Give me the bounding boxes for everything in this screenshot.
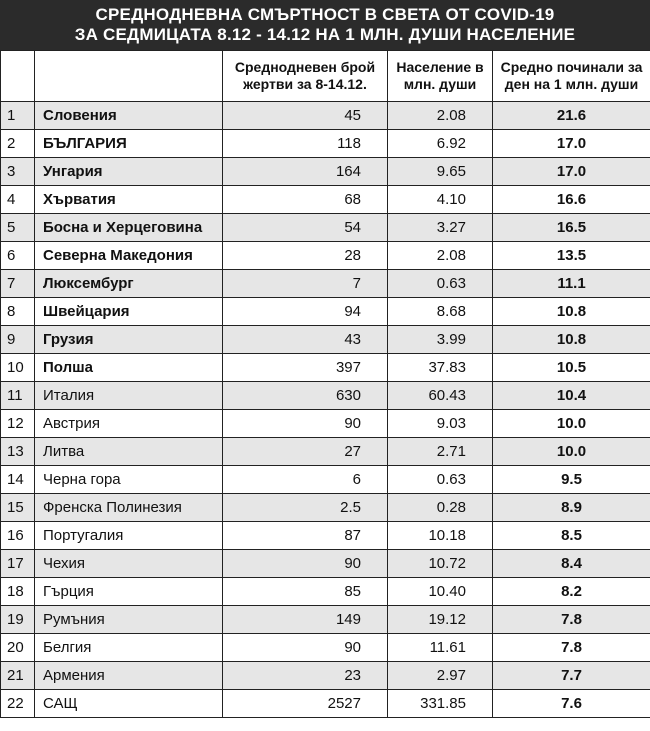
rank-cell: 20 bbox=[1, 634, 35, 662]
average-cell: 10.4 bbox=[493, 382, 650, 410]
deaths-cell: 45 bbox=[223, 102, 388, 130]
deaths-cell: 90 bbox=[223, 410, 388, 438]
table-row bbox=[1, 578, 650, 606]
population-cell: 0.63 bbox=[388, 466, 493, 494]
deaths-cell: 7 bbox=[223, 270, 388, 298]
deaths-cell: 23 bbox=[223, 662, 388, 690]
population-cell: 0.28 bbox=[388, 494, 493, 522]
title-line-2: ЗА СЕДМИЦАТА 8.12 - 14.12 НА 1 МЛН. ДУШИ НАСЕЛЕНИЕ bbox=[74, 25, 576, 44]
header-country bbox=[35, 51, 223, 102]
table-row bbox=[1, 690, 650, 718]
rank-cell: 13 bbox=[1, 438, 35, 466]
country-cell: Чехия bbox=[35, 550, 223, 578]
country-cell: Грузия bbox=[35, 326, 223, 354]
table-title bbox=[0, 0, 650, 50]
average-cell: 7.8 bbox=[493, 634, 650, 662]
average-cell: 8.2 bbox=[493, 578, 650, 606]
header-population: Население в млн. души bbox=[388, 51, 493, 102]
country-cell: Гърция bbox=[35, 578, 223, 606]
average-cell: 7.7 bbox=[493, 662, 650, 690]
population-cell: 9.03 bbox=[388, 410, 493, 438]
country-cell: Армения bbox=[35, 662, 223, 690]
table-row bbox=[1, 158, 650, 186]
average-cell: 10.0 bbox=[493, 438, 650, 466]
country-cell: Полша bbox=[35, 354, 223, 382]
deaths-cell: 164 bbox=[223, 158, 388, 186]
country-cell: Словения bbox=[35, 102, 223, 130]
rank-cell: 14 bbox=[1, 466, 35, 494]
rank-cell: 15 bbox=[1, 494, 35, 522]
table-body bbox=[1, 102, 650, 718]
deaths-cell: 6 bbox=[223, 466, 388, 494]
country-cell: Австрия bbox=[35, 410, 223, 438]
rank-cell: 8 bbox=[1, 298, 35, 326]
rank-cell: 21 bbox=[1, 662, 35, 690]
table-row bbox=[1, 550, 650, 578]
deaths-cell: 54 bbox=[223, 214, 388, 242]
average-cell: 8.9 bbox=[493, 494, 650, 522]
country-cell: Португалия bbox=[35, 522, 223, 550]
population-cell: 37.83 bbox=[388, 354, 493, 382]
average-cell: 17.0 bbox=[493, 130, 650, 158]
table-row bbox=[1, 270, 650, 298]
rank-cell: 2 bbox=[1, 130, 35, 158]
rank-cell: 17 bbox=[1, 550, 35, 578]
table-row bbox=[1, 606, 650, 634]
country-cell: Хърватия bbox=[35, 186, 223, 214]
average-cell: 7.8 bbox=[493, 606, 650, 634]
table-row bbox=[1, 382, 650, 410]
average-cell: 9.5 bbox=[493, 466, 650, 494]
average-cell: 11.1 bbox=[493, 270, 650, 298]
rank-cell: 4 bbox=[1, 186, 35, 214]
deaths-cell: 27 bbox=[223, 438, 388, 466]
population-cell: 10.18 bbox=[388, 522, 493, 550]
rank-cell: 11 bbox=[1, 382, 35, 410]
population-cell: 10.72 bbox=[388, 550, 493, 578]
deaths-cell: 90 bbox=[223, 634, 388, 662]
deaths-cell: 85 bbox=[223, 578, 388, 606]
deaths-cell: 90 bbox=[223, 550, 388, 578]
table-row bbox=[1, 634, 650, 662]
country-cell: Северна Македония bbox=[35, 242, 223, 270]
average-cell: 16.5 bbox=[493, 214, 650, 242]
header-rank bbox=[1, 51, 35, 102]
deaths-cell: 149 bbox=[223, 606, 388, 634]
table-row bbox=[1, 326, 650, 354]
deaths-cell: 94 bbox=[223, 298, 388, 326]
table-row bbox=[1, 662, 650, 690]
rank-cell: 19 bbox=[1, 606, 35, 634]
country-cell: Швейцария bbox=[35, 298, 223, 326]
average-cell: 10.0 bbox=[493, 410, 650, 438]
table-row bbox=[1, 130, 650, 158]
country-cell: САЩ bbox=[35, 690, 223, 718]
population-cell: 6.92 bbox=[388, 130, 493, 158]
average-cell: 10.8 bbox=[493, 298, 650, 326]
population-cell: 2.08 bbox=[388, 242, 493, 270]
header-average: Средно починали за ден на 1 млн. души bbox=[493, 51, 650, 102]
population-cell: 2.08 bbox=[388, 102, 493, 130]
deaths-cell: 118 bbox=[223, 130, 388, 158]
population-cell: 4.10 bbox=[388, 186, 493, 214]
rank-cell: 1 bbox=[1, 102, 35, 130]
table-row bbox=[1, 354, 650, 382]
title-line-1: СРЕДНОДНЕВНА СМЪРТНОСТ В СВЕТА ОТ COVID-19 bbox=[95, 5, 555, 24]
table-row bbox=[1, 522, 650, 550]
population-cell: 331.85 bbox=[388, 690, 493, 718]
average-cell: 16.6 bbox=[493, 186, 650, 214]
country-cell: Италия bbox=[35, 382, 223, 410]
rank-cell: 9 bbox=[1, 326, 35, 354]
table-row bbox=[1, 494, 650, 522]
population-cell: 8.68 bbox=[388, 298, 493, 326]
country-cell: Черна гора bbox=[35, 466, 223, 494]
table-row bbox=[1, 102, 650, 130]
rank-cell: 10 bbox=[1, 354, 35, 382]
deaths-cell: 2527 bbox=[223, 690, 388, 718]
table-row bbox=[1, 242, 650, 270]
deaths-cell: 397 bbox=[223, 354, 388, 382]
population-cell: 9.65 bbox=[388, 158, 493, 186]
population-cell: 60.43 bbox=[388, 382, 493, 410]
table-row bbox=[1, 298, 650, 326]
population-cell: 19.12 bbox=[388, 606, 493, 634]
average-cell: 8.4 bbox=[493, 550, 650, 578]
population-cell: 0.63 bbox=[388, 270, 493, 298]
average-cell: 21.6 bbox=[493, 102, 650, 130]
deaths-cell: 68 bbox=[223, 186, 388, 214]
table-row bbox=[1, 438, 650, 466]
rank-cell: 22 bbox=[1, 690, 35, 718]
rank-cell: 18 bbox=[1, 578, 35, 606]
population-cell: 10.40 bbox=[388, 578, 493, 606]
population-cell: 2.97 bbox=[388, 662, 493, 690]
country-cell: Френска Полинезия bbox=[35, 494, 223, 522]
table-row bbox=[1, 186, 650, 214]
country-cell: Румъния bbox=[35, 606, 223, 634]
mortality-table bbox=[0, 50, 650, 718]
average-cell: 17.0 bbox=[493, 158, 650, 186]
average-cell: 7.6 bbox=[493, 690, 650, 718]
population-cell: 11.61 bbox=[388, 634, 493, 662]
deaths-cell: 43 bbox=[223, 326, 388, 354]
table-row bbox=[1, 410, 650, 438]
deaths-cell: 87 bbox=[223, 522, 388, 550]
country-cell: Литва bbox=[35, 438, 223, 466]
deaths-cell: 2.5 bbox=[223, 494, 388, 522]
rank-cell: 5 bbox=[1, 214, 35, 242]
rank-cell: 3 bbox=[1, 158, 35, 186]
header-row bbox=[1, 51, 650, 102]
deaths-cell: 28 bbox=[223, 242, 388, 270]
table-row bbox=[1, 466, 650, 494]
header-deaths: Среднодневен брой жертви за 8-14.12. bbox=[223, 51, 388, 102]
rank-cell: 6 bbox=[1, 242, 35, 270]
country-cell: БЪЛГАРИЯ bbox=[35, 130, 223, 158]
average-cell: 10.8 bbox=[493, 326, 650, 354]
average-cell: 8.5 bbox=[493, 522, 650, 550]
country-cell: Люксембург bbox=[35, 270, 223, 298]
average-cell: 10.5 bbox=[493, 354, 650, 382]
table-row bbox=[1, 214, 650, 242]
population-cell: 3.99 bbox=[388, 326, 493, 354]
country-cell: Унгария bbox=[35, 158, 223, 186]
average-cell: 13.5 bbox=[493, 242, 650, 270]
rank-cell: 16 bbox=[1, 522, 35, 550]
deaths-cell: 630 bbox=[223, 382, 388, 410]
population-cell: 3.27 bbox=[388, 214, 493, 242]
country-cell: Белгия bbox=[35, 634, 223, 662]
rank-cell: 7 bbox=[1, 270, 35, 298]
population-cell: 2.71 bbox=[388, 438, 493, 466]
rank-cell: 12 bbox=[1, 410, 35, 438]
country-cell: Босна и Херцеговина bbox=[35, 214, 223, 242]
